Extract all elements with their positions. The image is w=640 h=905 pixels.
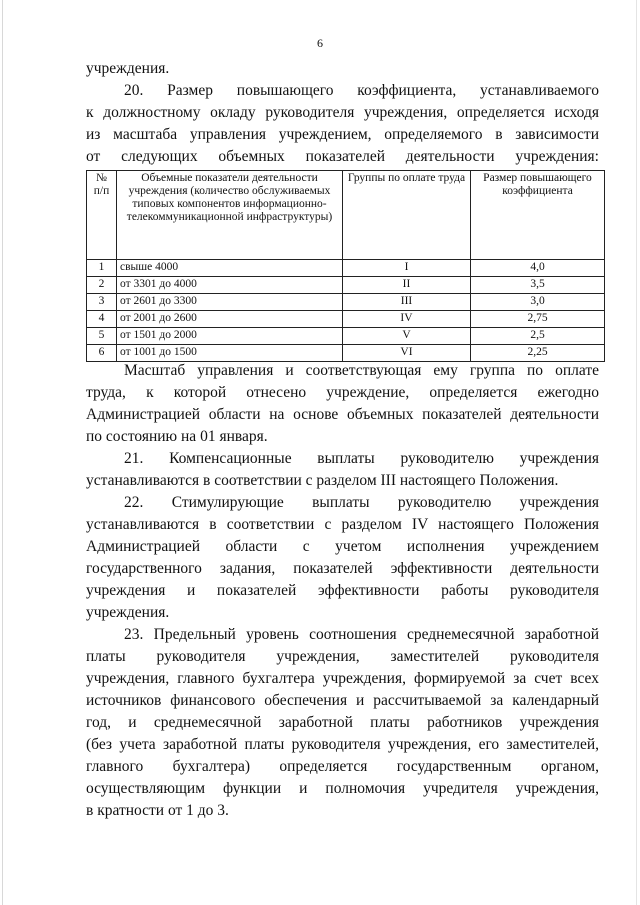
cell-coefficient: 2,5 bbox=[471, 328, 605, 345]
text-line: 22. Стимулирующие выплаты руководителю учреждения bbox=[124, 494, 599, 511]
text-line: труда, к которой отнесено учреждение, определяется ежегодно bbox=[86, 384, 599, 401]
cell-range: свыше 4000 bbox=[117, 260, 343, 277]
cell-coefficient: 3,5 bbox=[471, 277, 605, 294]
page-number: 6 bbox=[317, 36, 323, 50]
cell-group: VI bbox=[343, 345, 471, 362]
header-indicators: Объемные показатели деятельности учреждения (количество обслуживаемых типовых компонентов информационно-телекоммуникационной инфраструктуры) bbox=[117, 171, 343, 260]
table-row bbox=[87, 328, 605, 345]
cell-coefficient: 3,0 bbox=[471, 294, 605, 311]
cell-number: 5 bbox=[87, 328, 117, 345]
text-line: учреждения, главного бухгалтера учреждения, формируемой за счет всех bbox=[86, 670, 599, 687]
table-row bbox=[87, 260, 605, 277]
text-line: учреждения. bbox=[86, 60, 170, 77]
text-line: 21. Компенсационные выплаты руководителю учреждения bbox=[124, 450, 599, 467]
table-header-row bbox=[87, 171, 605, 260]
text-line: Администрацией области с учетом исполнения учреждением bbox=[86, 538, 599, 555]
text-line: год, и среднемесячной заработной платы работников учреждения bbox=[86, 714, 599, 731]
text-line: устанавливаются в соответствии с разделом IV настоящего Положения bbox=[86, 516, 599, 533]
cell-range: от 2001 до 2600 bbox=[117, 311, 343, 328]
cell-range: от 2601 до 3300 bbox=[117, 294, 343, 311]
text-line: от следующих объемных показателей деятельности учреждения: bbox=[86, 148, 599, 165]
text-line: осуществляющим функции и полномочия учредителя учреждения, bbox=[86, 780, 599, 797]
cell-group: III bbox=[343, 294, 471, 311]
text-line: источников финансового обеспечения и рассчитываемой за календарный bbox=[86, 692, 599, 709]
text-line: 23. Предельный уровень соотношения среднемесячной заработной bbox=[124, 626, 599, 643]
cell-number: 6 bbox=[87, 345, 117, 362]
cell-number: 1 bbox=[87, 260, 117, 277]
table-row bbox=[87, 294, 605, 311]
cell-range: от 3301 до 4000 bbox=[117, 277, 343, 294]
text-line: по состоянию на 01 января. bbox=[86, 428, 268, 445]
text-line: платы руководителя учреждения, заместителей руководителя bbox=[86, 648, 599, 665]
header-pay-group: Группы по оплате труда bbox=[343, 171, 471, 260]
cell-range: от 1001 до 1500 bbox=[117, 345, 343, 362]
cell-group: I bbox=[343, 260, 471, 277]
scan-edge-left bbox=[2, 0, 3, 905]
cell-group: V bbox=[343, 328, 471, 345]
coefficient-table bbox=[86, 170, 605, 362]
text-line: 20. Размер повышающего коэффициента, устанавливаемого bbox=[124, 82, 599, 99]
cell-group: IV bbox=[343, 311, 471, 328]
scan-edge-right bbox=[636, 0, 637, 905]
text-line: (без учета заработной платы руководителя учреждения, его заместителей, bbox=[86, 736, 599, 753]
cell-group: II bbox=[343, 277, 471, 294]
text-line: учреждения и показателей эффективности работы руководителя bbox=[86, 582, 599, 599]
text-line: в кратности от 1 до 3. bbox=[86, 802, 229, 819]
text-line: из масштаба управления учреждением, определяемого в зависимости bbox=[86, 126, 599, 143]
cell-number: 2 bbox=[87, 277, 117, 294]
text-line: Администрацией области на основе объемных показателей деятельности bbox=[86, 406, 599, 423]
cell-range: от 1501 до 2000 bbox=[117, 328, 343, 345]
text-line: устанавливаются в соответствии с разделом III настоящего Положения. bbox=[86, 472, 559, 489]
paragraph-20 bbox=[86, 58, 599, 168]
table-row bbox=[87, 345, 605, 362]
header-number: № п/п bbox=[87, 171, 117, 260]
table-row bbox=[87, 311, 605, 328]
cell-coefficient: 2,75 bbox=[471, 311, 605, 328]
paragraphs-21-23 bbox=[86, 360, 599, 822]
cell-number: 4 bbox=[87, 311, 117, 328]
text-line: государственного задания, показателей эффективности деятельности bbox=[86, 560, 599, 577]
cell-coefficient: 4,0 bbox=[471, 260, 605, 277]
cell-number: 3 bbox=[87, 294, 117, 311]
text-line: главного бухгалтера) определяется государственным органом, bbox=[86, 758, 599, 775]
text-line: учреждения. bbox=[86, 604, 170, 621]
text-line: к должностному окладу руководителя учреждения, определяется исходя bbox=[86, 104, 599, 121]
cell-coefficient: 2,25 bbox=[471, 345, 605, 362]
header-coefficient: Размер повышающего коэффициента bbox=[471, 171, 605, 260]
text-line: Масштаб управления и соответствующая ему группа по оплате bbox=[124, 362, 599, 379]
table-row bbox=[87, 277, 605, 294]
